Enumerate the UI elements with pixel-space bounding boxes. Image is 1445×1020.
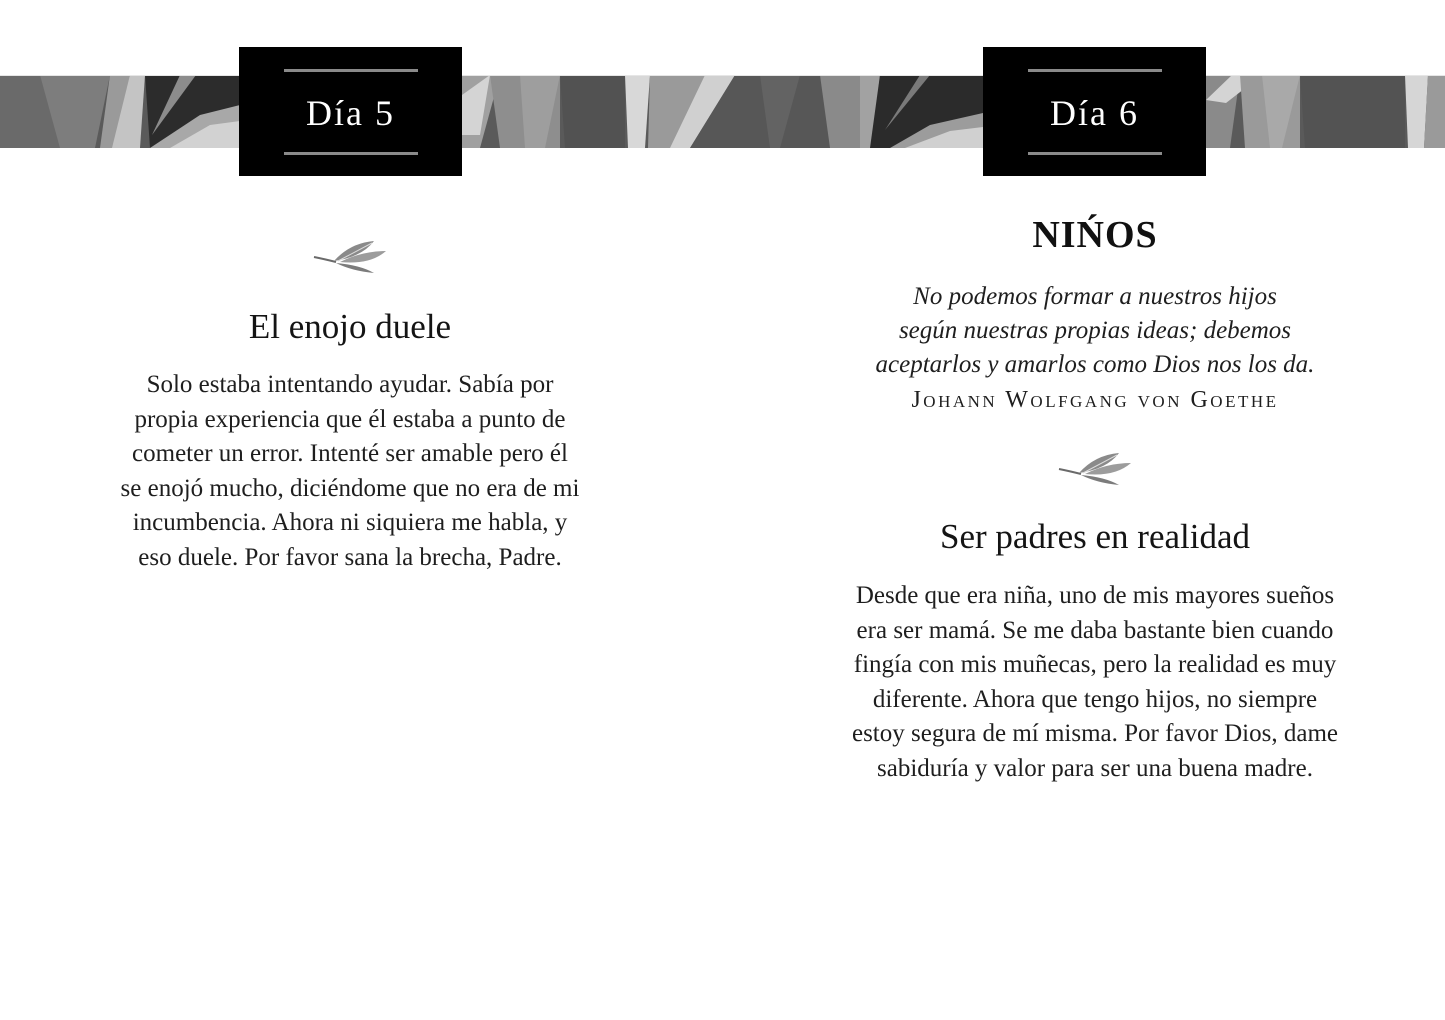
label-rule-bottom [284, 152, 418, 155]
day-label: Día 5 [306, 92, 395, 133]
entry-title: El enojo duele [248, 307, 452, 346]
body-line: era ser mamá. Se me daba bastante bien cuando [856, 616, 1334, 644]
leaf-sprig-icon [1055, 447, 1135, 489]
quote-line: No podemos formar a nuestros hijos [913, 283, 1277, 310]
label-rule-bottom [1028, 152, 1162, 155]
body-line: sabiduría y valor para ser una buena madre. [877, 754, 1313, 782]
leaf-sprig-icon [310, 235, 390, 277]
body-line: estoy segura de mí misma. Por favor Dios, dame [851, 720, 1338, 747]
day-label-box-right [983, 47, 1206, 176]
quote-line: según nuestras propias ideas; debemos [898, 317, 1292, 344]
body-line: se enojó mucho, diciéndome que no era de mi [120, 474, 580, 502]
entry-title: Ser padres en realidad [940, 517, 1250, 556]
body-line: diferente. Ahora que tengo hijos, no siempre [872, 685, 1318, 713]
entry-body [815, 579, 1375, 786]
body-line: eso duele. Por favor sana la brecha, Padre. [138, 543, 562, 571]
body-line: Solo estaba intentando ayudar. Sabía por [146, 371, 554, 398]
body-line: cometer un error. Intenté ser amable pero él [132, 440, 568, 467]
label-rule-top [284, 69, 418, 72]
epigraph-quote [815, 280, 1375, 382]
quote-author: Johann Wolfgang von Goethe [911, 387, 1279, 413]
banner-pattern-icon [0, 75, 1445, 148]
day-label: Día 6 [1050, 92, 1139, 133]
section-title: NIŃOS [1032, 214, 1158, 256]
body-line: propia experiencia que él estaba a punto de [134, 405, 566, 433]
quote-line: aceptarlos y amarlos como Dios nos los da. [875, 351, 1315, 378]
day-label-box-left [239, 47, 462, 176]
body-line: fingía con mis muñecas, pero la realidad es muy [853, 651, 1337, 678]
entry-body [90, 368, 610, 575]
body-line: Desde que era niña, uno de mis mayores sueños [855, 582, 1335, 609]
decorative-leaf-banner [0, 75, 1445, 148]
label-rule-top [1028, 69, 1162, 72]
body-line: incumbencia. Ahora ni siquiera me habla, y [132, 509, 568, 536]
